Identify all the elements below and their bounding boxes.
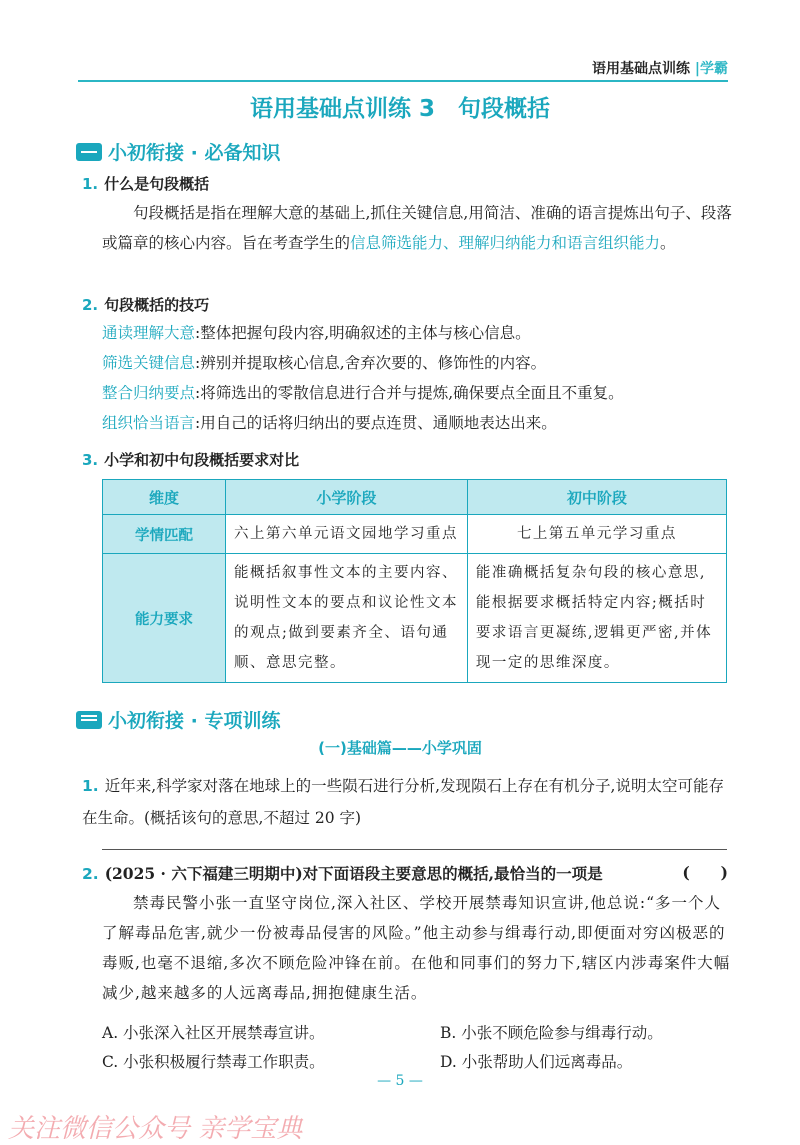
definition-paragraph: 句段概括是指在理解大意的基础上,抓住关键信息,用简洁、准确的语言提炼出句子、段落或篇章的核心内容。旨在考查学生的信息筛选能力、理解归纳能力和语言组织能力。 xyxy=(102,204,732,252)
section-one-icon xyxy=(76,143,102,161)
subheading-comparison: 3. 小学和初中句段概括要求对比 xyxy=(82,451,300,469)
subsection-title: (一)基础篇——小学巩固 xyxy=(318,739,482,757)
option-a[interactable]: A. 小张深入社区开展禁毒宣讲。 xyxy=(102,1024,325,1042)
answer-bracket[interactable]: ( ) xyxy=(682,863,728,882)
question-2-stem: 2. (2025 · 六下福建三明期中)对下面语段主要意思的概括,最恰当的一项是 xyxy=(82,864,603,883)
option-c[interactable]: C. 小张积极履行禁毒工作职责。 xyxy=(102,1053,325,1071)
table-cell: 能准确概括复杂句段的核心意思,能根据要求概括特定内容;概括时要求语言更凝练,逻辑更严密,并体现一定的思维深度。 xyxy=(467,554,726,683)
table-cell: 能概括叙事性文本的主要内容、说明性文本的要点和议论性文本的观点;做到要素齐全、语句通顺、意思完整。 xyxy=(226,554,468,683)
table-row xyxy=(103,515,727,554)
table-header: 小学阶段 xyxy=(226,480,468,515)
tip-item: 组织恰当语言:用自己的话将归纳出的要点连贯、通顺地表达出来。 xyxy=(102,414,557,432)
question-1: 1. 近年来,科学家对落在地球上的一些陨石进行分析,发现陨石上存在有机分子,说明太空可能存在生命。(概括该句的意思,不超过 20 字) xyxy=(82,777,724,827)
question-2-passage: 禁毒民警小张一直坚守岗位,深入社区、学校开展禁毒知识宣讲,他总说:“多一个人了解毒品危害,就少一份被毒品侵害的风险。”他主动参与缉毒行动,即便面对穷凶极恶的毒贩,也毫不退缩,多次不顾危险冲锋在前。在他和同事们的努力下,辖区内涉毒案件大幅减少,越来越多的人远离毒品,拥抱健康生活。 xyxy=(102,894,731,1002)
header-rule xyxy=(78,80,728,82)
table-header-row xyxy=(103,480,727,515)
subheading-techniques: 2. 句段概括的技巧 xyxy=(82,296,210,314)
highlight-abilities: 信息筛选能力、理解归纳能力和语言组织能力 xyxy=(350,234,661,252)
brand-logo: 学霸 xyxy=(700,61,728,77)
comparison-table xyxy=(102,479,727,683)
option-b[interactable]: B. 小张不顾危险参与缉毒行动。 xyxy=(440,1024,663,1042)
page-number: — 5 — xyxy=(377,1073,423,1089)
option-d[interactable]: D. 小张帮助人们远离毒品。 xyxy=(440,1053,633,1071)
subheading-what-is: 1. 什么是句段概括 xyxy=(82,175,210,193)
running-header-label: 语用基础点训练 xyxy=(592,61,690,77)
table-cell: 七上第五单元学习重点 xyxy=(467,515,726,554)
running-header: 语用基础点训练 |学霸 xyxy=(592,61,728,77)
row-label: 能力要求 xyxy=(103,554,226,683)
watermark: 关注微信公众号 亲学宝典 xyxy=(8,1114,303,1144)
page-title: 语用基础点训练 3 句段概括 xyxy=(249,96,550,122)
section-heading-training: 小初衔接 · 专项训练 xyxy=(76,706,280,733)
section-two-icon xyxy=(76,711,102,729)
table-header: 初中阶段 xyxy=(467,480,726,515)
answer-line[interactable] xyxy=(102,849,727,850)
table-cell: 六上第六单元语文园地学习重点 xyxy=(226,515,468,554)
table-row xyxy=(103,554,727,683)
section-heading-knowledge: 小初衔接 · 必备知识 xyxy=(76,138,280,165)
tip-item: 通读理解大意:整体把握句段内容,明确叙述的主体与核心信息。 xyxy=(102,324,531,342)
table-header: 维度 xyxy=(103,480,226,515)
tip-item: 筛选关键信息:辨别并提取核心信息,舍弃次要的、修饰性的内容。 xyxy=(102,354,547,372)
row-label: 学情匹配 xyxy=(103,515,226,554)
tip-item: 整合归纳要点:将筛选出的零散信息进行合并与提炼,确保要点全面且不重复。 xyxy=(102,384,624,402)
